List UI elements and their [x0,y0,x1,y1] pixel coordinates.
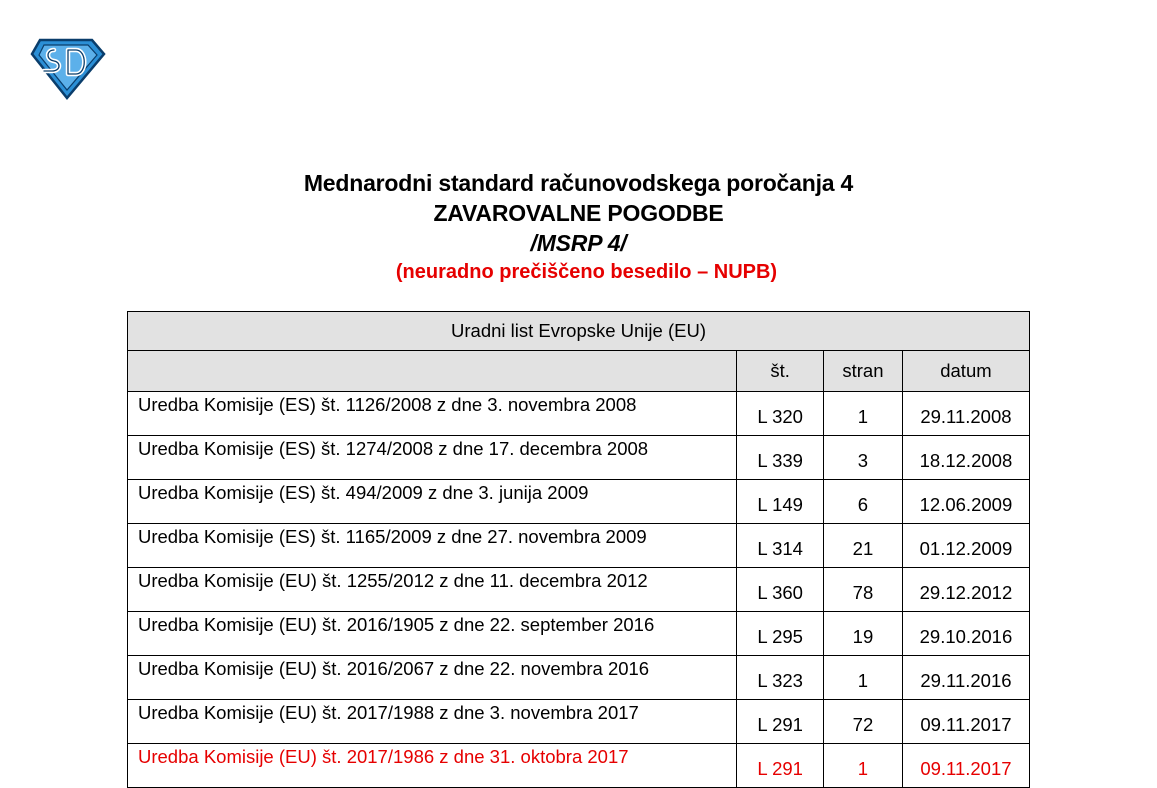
table-caption: Uradni list Evropske Unije (EU) [128,312,1030,351]
table-row [128,480,1030,524]
row-number: L 360 [737,568,824,612]
row-page: 3 [824,436,903,480]
row-description: Uredba Komisije (EU) št. 2017/1988 z dne 3. novembra 2017 [128,700,737,744]
row-number: L 295 [737,612,824,656]
table-row [128,700,1030,744]
row-number: L 314 [737,524,824,568]
table-caption-row [128,312,1030,351]
document-title-block [0,168,1157,286]
title-subject: ZAVAROVALNE POGODBE [433,200,724,226]
diamond-logo-icon [30,38,106,100]
row-page: 1 [824,392,903,436]
table-row [128,436,1030,480]
row-date: 29.11.2016 [902,656,1029,700]
row-date: 29.11.2008 [902,392,1029,436]
row-page: 1 [824,744,903,788]
row-description: Uredba Komisije (ES) št. 494/2009 z dne 3. junija 2009 [128,480,737,524]
row-page: 72 [824,700,903,744]
table-row [128,744,1030,788]
table-row [128,612,1030,656]
row-date: 09.11.2017 [902,744,1029,788]
table-header-row [128,351,1030,392]
row-description: Uredba Komisije (ES) št. 1165/2009 z dne 27. novembra 2009 [128,524,737,568]
column-header-page: stran [824,351,903,392]
row-date: 18.12.2008 [902,436,1029,480]
row-date: 29.10.2016 [902,612,1029,656]
column-header-description [128,351,737,392]
table-row [128,656,1030,700]
row-description: Uredba Komisije (EU) št. 2017/1986 z dne 31. oktobra 2017 [128,744,737,788]
row-description: Uredba Komisije (ES) št. 1126/2008 z dne 3. novembra 2008 [128,392,737,436]
row-page: 19 [824,612,903,656]
row-date: 01.12.2009 [902,524,1029,568]
row-description: Uredba Komisije (ES) št. 1274/2008 z dne 17. decembra 2008 [128,436,737,480]
table-body [128,392,1030,788]
row-date: 12.06.2009 [902,480,1029,524]
row-description: Uredba Komisije (EU) št. 1255/2012 z dne 11. decembra 2012 [128,568,737,612]
title-abbreviation: /MSRP 4/ [530,230,627,256]
title-standard: Mednarodni standard računovodskega poročanja 4 [303,170,854,196]
row-number: L 320 [737,392,824,436]
row-date: 09.11.2017 [902,700,1029,744]
table-row [128,568,1030,612]
row-page: 6 [824,480,903,524]
row-page: 78 [824,568,903,612]
row-date: 29.12.2012 [902,568,1029,612]
row-number: L 291 [737,744,824,788]
title-note: (neuradno prečiščeno besedilo – NUPB) [395,261,778,283]
row-number: L 291 [737,700,824,744]
column-header-date: datum [902,351,1029,392]
row-page: 1 [824,656,903,700]
column-header-number: št. [737,351,824,392]
row-number: L 323 [737,656,824,700]
row-number: L 339 [737,436,824,480]
table-row [128,392,1030,436]
regulations-table [127,311,1030,788]
row-number: L 149 [737,480,824,524]
table-row [128,524,1030,568]
row-description: Uredba Komisije (EU) št. 2016/1905 z dne 22. september 2016 [128,612,737,656]
row-description: Uredba Komisije (EU) št. 2016/2067 z dne 22. novembra 2016 [128,656,737,700]
row-page: 21 [824,524,903,568]
